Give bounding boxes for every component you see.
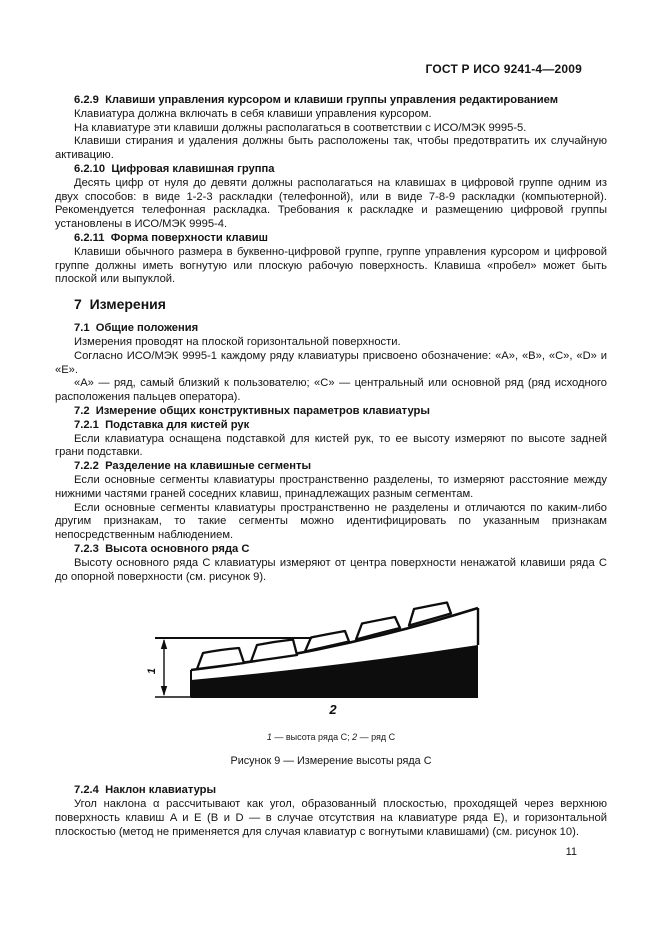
figure-9 xyxy=(55,588,607,768)
paragraph: Угол наклона α рассчитывают как угол, образованный плоскостью, проходящей через верхнюю поверхность клавиш A и E (B и D — в случае отсутствия на клавиатуре ряда E), и горизонтальной плоскостью (метод не применяется для случая клавиатур с вогнутыми клавишами) (см. рисунок 10). xyxy=(55,798,607,838)
section-heading: 7.1 Общие положения xyxy=(74,322,199,335)
paragraph: Высоту основного ряда C клавиатуры измеряют от центра поверхности ненажатой клавиши ряда C до опорной поверхности (см. рисунок 9). xyxy=(55,556,607,583)
figure-caption-part: 2 xyxy=(352,732,358,743)
text-after-figure xyxy=(55,784,607,839)
paragraph: Клавиатура должна включать в себя клавиши управления курсором. xyxy=(74,107,432,120)
figure-caption-part: 1 xyxy=(266,732,272,743)
section-heading: 7.2.3 Высота основного ряда C xyxy=(74,542,250,555)
figure-dim-label: 1 xyxy=(146,668,158,675)
figure-row-label: 2 xyxy=(329,702,337,718)
section-heading: 7.2 Измерение общих конструктивных параметров клавиатуры xyxy=(74,404,430,417)
section-heading: 7.2.2 Разделение на клавишные сегменты xyxy=(74,460,312,473)
paragraph: Измерения проводят на плоской горизонтальной поверхности. xyxy=(74,335,401,348)
page-number: 11 xyxy=(565,846,577,858)
dimension-arrow-down xyxy=(161,686,167,696)
figure-title: Рисунок 9 — Измерение высоты ряда C xyxy=(230,755,432,768)
paragraph: Десять цифр от нуля до девяти должны располагаться на клавишах в цифровой группе одним из двух способов: в виде 1-2-3 раскладки (телефонной), или в виде 7-8-9 раскладки (компьютерной). Рекомендуется телефонная раскладка. Требования к раскладке и размещению цифровой группы установлены в ИСО/МЭК 9995-4. xyxy=(55,176,607,231)
paragraph: Если основные сегменты клавиатуры пространственно не разделены и отличаются по каким-либо другим признакам, то такие сегменты можно идентифицировать по указанным признакам непосредственным наблюдением. xyxy=(55,501,607,542)
standard-designation-header: ГОСТ Р ИСО 9241-4—2009 xyxy=(425,62,582,76)
paragraph: Если основные сегменты клавиатуры пространственно разделены, то измеряют расстояние между нижними частями граней соседних клавиш, принадлежащих разным сегментам. xyxy=(55,473,607,500)
paragraph: «A» — ряд, самый близкий к пользователю; «C» — центральный или основной ряд (ряд исходного расположения пальцев оператора). xyxy=(55,377,607,404)
section-heading: 7.2.1 Подставка для кистей рук xyxy=(74,418,250,431)
body-text-column xyxy=(55,88,607,839)
paragraph: Согласно ИСО/МЭК 9995-1 каждому ряду клавиатуры присвоено обозначение: «A», «B», «C», «D» и «E». xyxy=(55,349,607,376)
paragraph: Клавиши обычного размера в буквенно-цифровой группе, группе управления курсором и цифровой группе должны иметь вогнутую или плоскую рабочую поверхность. Клавиша «пробел» может быть плоской или выпуклой. xyxy=(55,245,607,286)
text-before-figure xyxy=(55,94,607,584)
keycap-row-b xyxy=(251,640,297,662)
keyboard-profile-drawing xyxy=(145,588,497,718)
paragraph: На клавиатуре эти клавиши должны располагаться в соответствии с ИСО/МЭК 9995-5. xyxy=(74,121,527,134)
dimension-arrow-up xyxy=(161,639,167,649)
section-heading: 7.2.4 Наклон клавиатуры xyxy=(74,784,217,797)
figure-caption-part: — ряд C xyxy=(357,732,396,743)
paragraph: Если клавиатура оснащена подставкой для кистей рук, то ее высоту измеряют по высоте задней грани подставки. xyxy=(55,432,607,459)
section-heading: 7 Измерения xyxy=(74,296,166,313)
keycap-row-a xyxy=(197,648,244,669)
figure-caption-part: — высота ряда C; xyxy=(271,732,353,743)
section-heading: 6.2.9 Клавиши управления курсором и клавиши группы управления редактированием xyxy=(74,94,559,106)
section-heading: 6.2.11 Форма поверхности клавиш xyxy=(74,231,268,244)
figure-caption xyxy=(55,732,607,743)
paragraph: Клавиши стирания и удаления должны быть расположены так, чтобы предотвратить их случайную активацию. xyxy=(55,135,607,162)
section-heading: 6.2.10 Цифровая клавишная группа xyxy=(74,162,275,175)
